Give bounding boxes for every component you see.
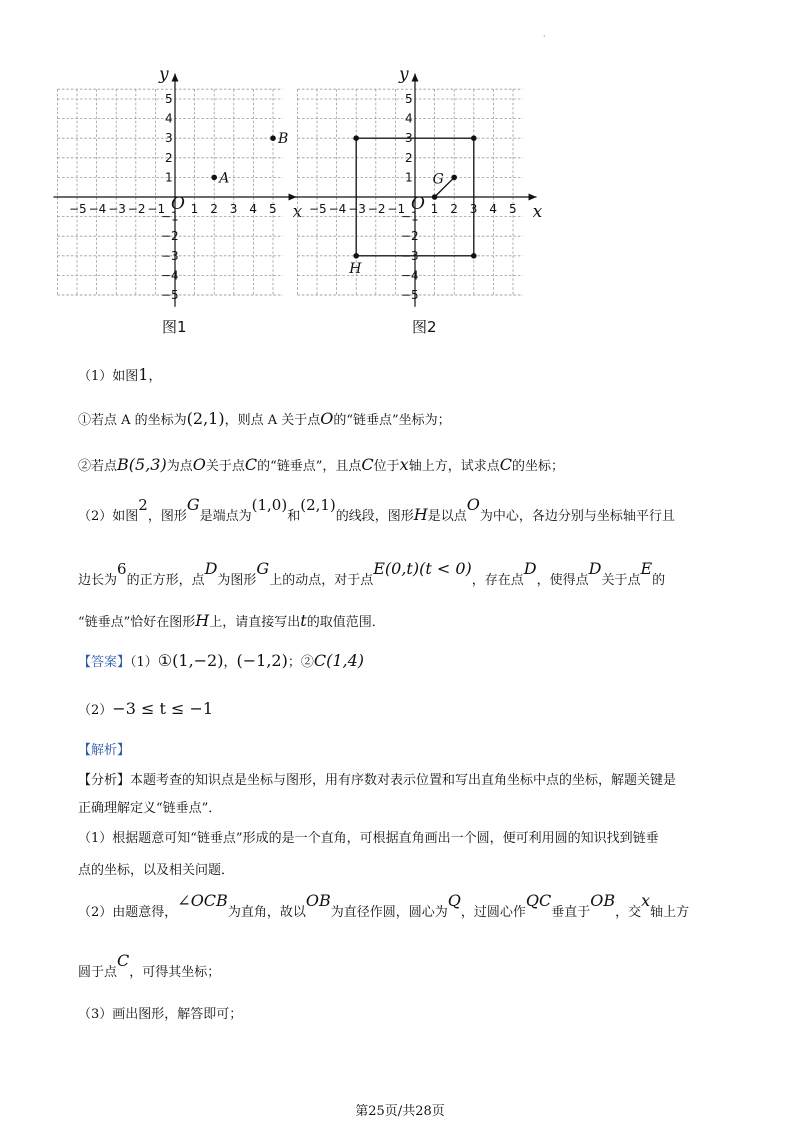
x-tick-label: −4: [88, 202, 107, 216]
answer-line-1: 【答案】（1）①(1,−2)，(−1,2)；②C(1,4): [78, 651, 365, 670]
y-axis-arrow: [412, 74, 419, 82]
x-axis-arrow: [529, 194, 537, 201]
y-tick-label: −4: [161, 268, 179, 283]
y-tick-label: 4: [165, 111, 173, 126]
square-vertex: [471, 253, 477, 259]
y-tick-label: −5: [401, 288, 419, 302]
analysis-line-1: 【分析】本题考查的知识点是坐标与图形，用有序数对表示位置和写出直角坐标中点的坐标，解题关键是: [78, 773, 677, 788]
y-tick-label: −3: [161, 248, 179, 263]
solution-2-line-2: 圆于点C，可得其坐标；: [78, 951, 221, 980]
x-tick-label: −3: [348, 202, 366, 216]
x-tick-label: −1: [147, 202, 166, 216]
x-tick-label: 1: [190, 202, 199, 216]
point-label-A: A: [219, 170, 230, 187]
figure-2-graph: [300, 60, 560, 320]
y-tick-label: −5: [161, 288, 179, 302]
x-tick-label: 3: [469, 202, 478, 216]
figure-2-svg: [300, 60, 560, 320]
q1-part-2: ②若点B(5,3)为点O关于点C的“链垂点”，且点C位于x轴上方，试求点C的坐标；: [78, 455, 564, 474]
x-axis-label: x: [532, 202, 543, 222]
figure-1-graph: [60, 60, 320, 320]
y-tick-label: −1: [401, 209, 419, 224]
solution-3: （3）画出图形，解答即可；: [78, 1007, 243, 1022]
origin-label: O: [411, 194, 425, 214]
analysis-line-2: 正确理解定义“链垂点”．: [78, 801, 222, 816]
figure-2-caption: 图2: [412, 318, 437, 336]
x-tick-label: −2: [367, 202, 386, 216]
x-tick-label: −5: [69, 202, 87, 216]
label-G: G: [432, 171, 444, 188]
page-footer: 第25页/共28页: [355, 1104, 445, 1119]
speck: ·: [543, 32, 546, 41]
y-tick-label: 3: [165, 131, 173, 146]
point-label-B: B: [278, 131, 289, 148]
label-H: H: [349, 260, 362, 277]
x-tick-label: 3: [229, 202, 238, 216]
x-tick-label: 4: [249, 202, 258, 216]
y-tick-label: −2: [401, 229, 419, 244]
y-axis-label: y: [159, 64, 169, 85]
y-tick-label: 5: [165, 92, 173, 106]
solution-1-line-1: （1）根据题意可知“链垂点”形成的是一个直角，可根据直角画出一个圆，便可利用圆的知识找到链垂: [78, 831, 659, 846]
y-tick-label: −4: [401, 268, 419, 283]
y-tick-label: −3: [401, 248, 419, 263]
y-axis-arrow: [172, 74, 179, 82]
q2-line-3: “链垂点”恰好在图形H上，请直接写出t的取值范围．: [78, 611, 385, 630]
analysis-tag: 【解析】: [78, 743, 131, 758]
solution-1-line-2: 点的坐标，以及相关问题．: [78, 863, 235, 878]
point-B: [270, 135, 276, 141]
q1-heading: （1）如图1，: [78, 365, 162, 384]
segment-endpoint: [451, 175, 457, 181]
y-tick-label: −2: [161, 229, 179, 244]
y-tick-label: −1: [161, 209, 179, 224]
square-vertex: [471, 135, 477, 141]
q2-line-1: （2）如图2，图形G是端点为(1,0)和(2,1)的线段，图形H是以点O为中心，各边分别与坐标轴平行且: [78, 495, 675, 524]
answer-line-2: （2）−3 ≤ t ≤ −1: [78, 699, 214, 718]
y-tick-label: 1: [405, 170, 413, 185]
x-tick-label: 2: [210, 202, 218, 216]
q2-line-2: 边长为6的正方形，点D为图形G上的动点，对于点E(0,t)(t < 0)，存在点D，使得点D关于点E的: [78, 559, 666, 588]
y-tick-label: 2: [405, 150, 413, 165]
figure-1-caption: 图1: [162, 318, 187, 336]
x-tick-label: −1: [387, 202, 406, 216]
point-A: [211, 175, 217, 181]
square-vertex: [353, 135, 359, 141]
origin-label: O: [171, 194, 185, 214]
square-vertex: [353, 253, 359, 259]
x-tick-label: 5: [509, 202, 517, 216]
y-tick-label: 3: [405, 131, 413, 146]
x-tick-label: −3: [108, 202, 126, 216]
x-tick-label: 2: [450, 202, 458, 216]
x-tick-label: 5: [269, 202, 277, 216]
x-tick-label: −2: [127, 202, 146, 216]
segment-endpoint: [432, 194, 438, 200]
y-tick-label: 5: [405, 92, 413, 106]
solution-2-line-1: （2）由题意得，∠OCB为直角，故以OB为直径作圆，圆心为Q，过圆心作QC垂直于OB，交x轴上方: [78, 891, 690, 920]
x-tick-label: −4: [328, 202, 347, 216]
x-tick-label: 4: [489, 202, 498, 216]
y-tick-label: 1: [165, 170, 173, 185]
y-axis-label: y: [399, 64, 409, 85]
y-tick-label: 2: [165, 150, 173, 165]
y-tick-label: 4: [405, 111, 413, 126]
x-tick-label: 1: [430, 202, 439, 216]
q1-part-1: ①若点 A 的坐标为(2,1)，则点 A 关于点O的“链垂点”坐标为；: [78, 409, 451, 428]
figure-1-svg: [60, 60, 320, 320]
x-axis-label: x: [292, 202, 303, 222]
x-tick-label: −5: [309, 202, 327, 216]
